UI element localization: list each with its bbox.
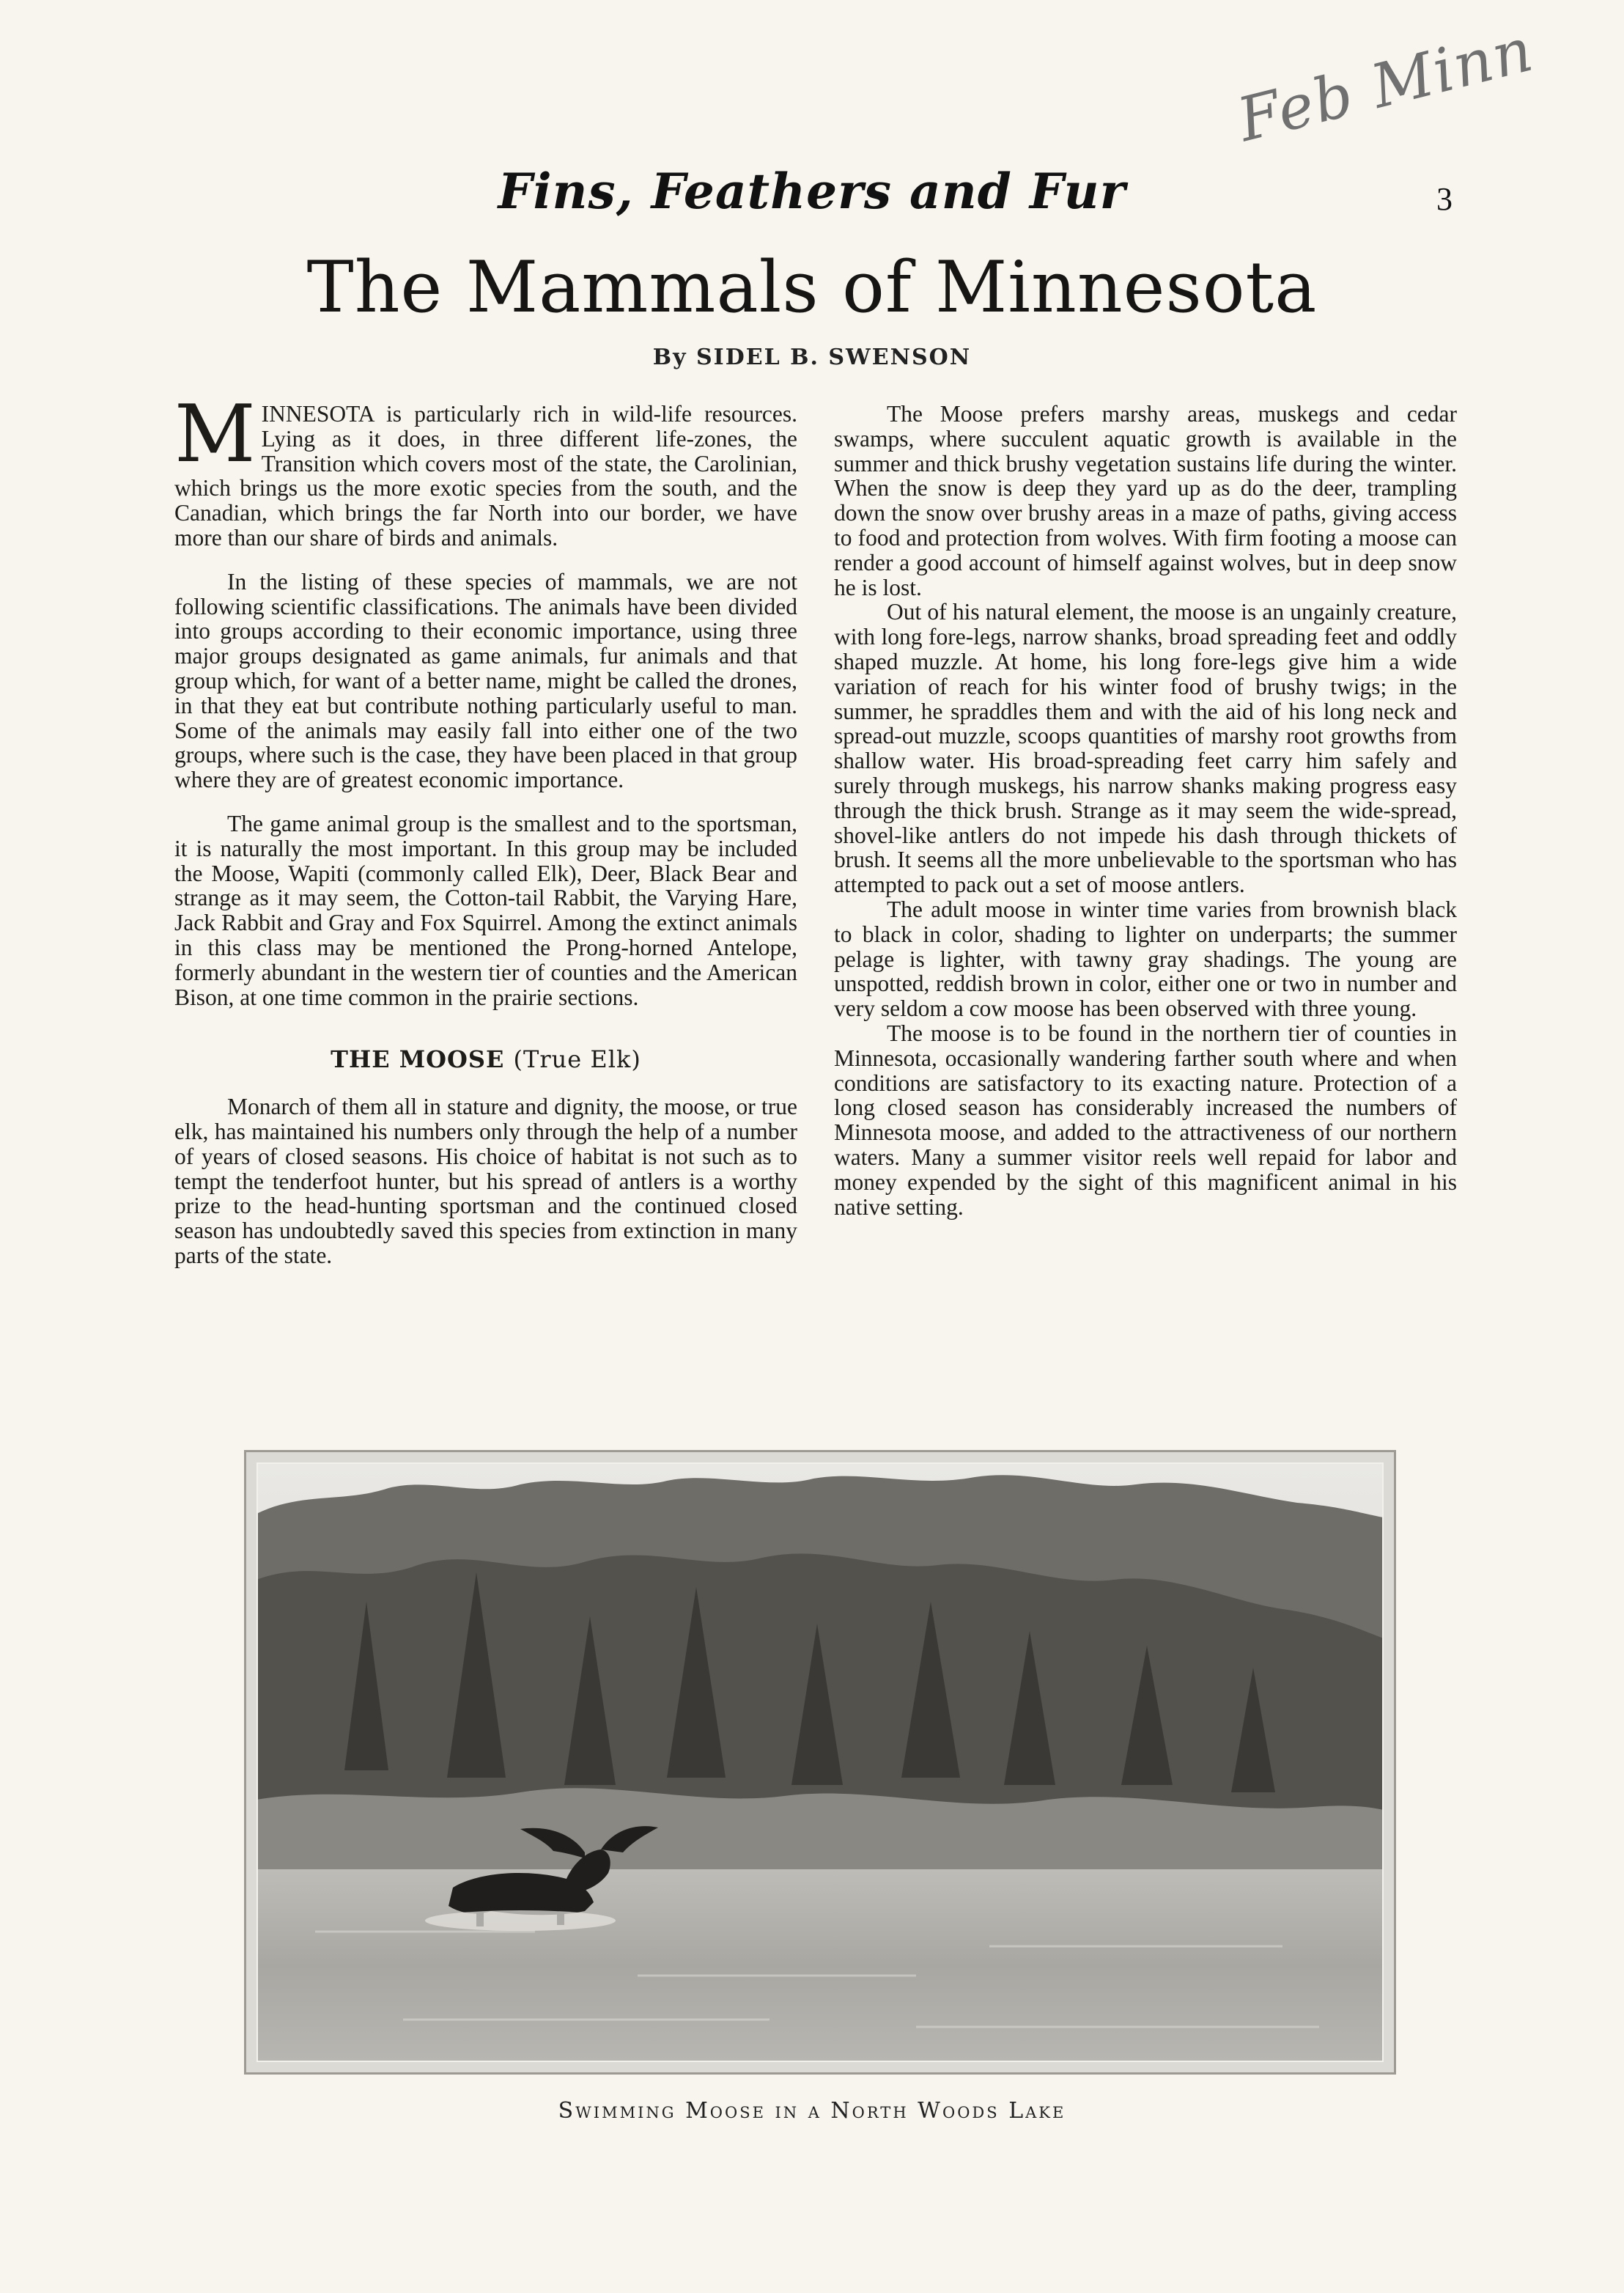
intro-paragraph-text: INNESOTA is particularly rich in wild-life resources. Lying as it does, in three different life-zones, the Transition which covers most of the state, the Carolinian, which brings us the more exotic species from the south, and the Canadian, which brings the far North into our border, we have more than our share of birds and animals. [174,401,797,551]
moose-photo-illustration [256,1462,1384,2062]
section-heading-moose [174,1045,797,1074]
drop-cap: M [174,389,256,480]
paragraph-game-animals: The game animal group is the smallest and to the sportsman, it is naturally the most important. In this group may be included the Moose, Wapiti (commonly called Elk), Deer, Black Bear and strange as it may seem, the Cotton-tail Rabbit, the Varying Hare, Jack Rabbit and Gray and Fox Squirrel. Among the extinct animals in this class may be mentioned the Prong-horned Antelope, formerly abundant in the western tier of counties and the American Bison, at one time common in the prairie sections. [174,810,797,1010]
paragraph-habitat: The Moose prefers marshy areas, muskegs and cedar swamps, where succulent aquatic growth is available in the summer and thick brushy vegetation sustains life during the winter. When the snow is deep they yard up as do the deer, trampling down the snow over brushy areas in a maze of paths, giving access to food and protection from wolves. With firm footing a moose can render a good account of himself against wolves, but in deep snow he is lost. [834,401,1457,600]
handwritten-note: Feb Minn [1231,15,1541,156]
masthead: Fins, Feathers and Fur [498,163,1126,220]
wake-splash [425,1910,616,1931]
paragraph-monarch: Monarch of them all in stature and dignity, the moose, or true elk, has maintained his numbers only through the help of a number of years of closed seasons. His choice of habitat is not such as to tempt the tenderfoot hunter, but his spread of antlers is a worthy prize to the head-hunting sportsman and the continued closed season has undoubtedly saved this species from extinction in many parts of the state. [174,1094,797,1268]
left-column [174,389,797,1268]
byline: By SIDEL B. SWENSON [652,345,972,370]
paragraph-classification: In the listing of these species of mammals, we are not following scientific classifications. The animals have been divided into groups according to their economic importance, using three major groups designated as game animals, fur animals and that group which, for want of a better name, might be called the drones, in that they eat but contribute nothing particularly useful to man. Some of the animals may easily fall into either one of the two groups, where such is the case, they have been placed in that group where they are of greatest economic importance. [174,568,797,793]
photo-caption: Swimming Moose in a North Woods Lake [558,2098,1066,2124]
right-column [834,402,1457,1219]
paragraph-coloration: The adult moose in winter time varies from brownish black to black in color, shading to lighter on underparts; the summer pelage is lighter, with tawny gray shadings. The young are unspotted, reddish brown in color, either one or two in number and very seldom a cow moose has been observed with three young. [834,896,1457,1022]
paragraph-range: The moose is to be found in the northern tier of counties in Minnesota, occasionally wandering farther south where and when conditions are satisfactory to its exacting nature. Protection of a long closed season has considerably increased the numbers of Minnesota moose, and added to the attractiveness of our northern waters. Many a summer visitor reels well repaid for labor and money expended by the sight of this magnificent animal in his native setting. [834,1020,1457,1220]
article-title: The Mammals of Minnesota [306,246,1318,328]
moose-photograph [244,1450,1396,2075]
section-subheading-text: (True Elk) [513,1045,641,1074]
section-heading-text: THE MOOSE [331,1045,505,1074]
paragraph-anatomy: Out of his natural element, the moose is an ungainly creature, with long fore-legs, narrow shanks, broad spreading feet and oddly shaped muzzle. At home, his long fore-legs give him a wide variation of reach for his winter food of brushy twigs; in the summer, he spraddles them and with the aid of his long neck and spread-out muzzle, scoops quantities of marshy root growths from shallow water. His broad-spreading feet carry him safely and surely through muskegs, his narrow shanks making progress easy through the thick brush. Strange as it may seem the wide-spread, shovel-like antlers do not impede his dash through thickets of brush. It seems all the more unbelievable to the sportsman who has attempted to pack out a set of moose antlers. [834,599,1457,898]
lake-water [256,1869,1384,2062]
intro-paragraph [174,389,797,551]
page-number: 3 [1436,181,1453,217]
